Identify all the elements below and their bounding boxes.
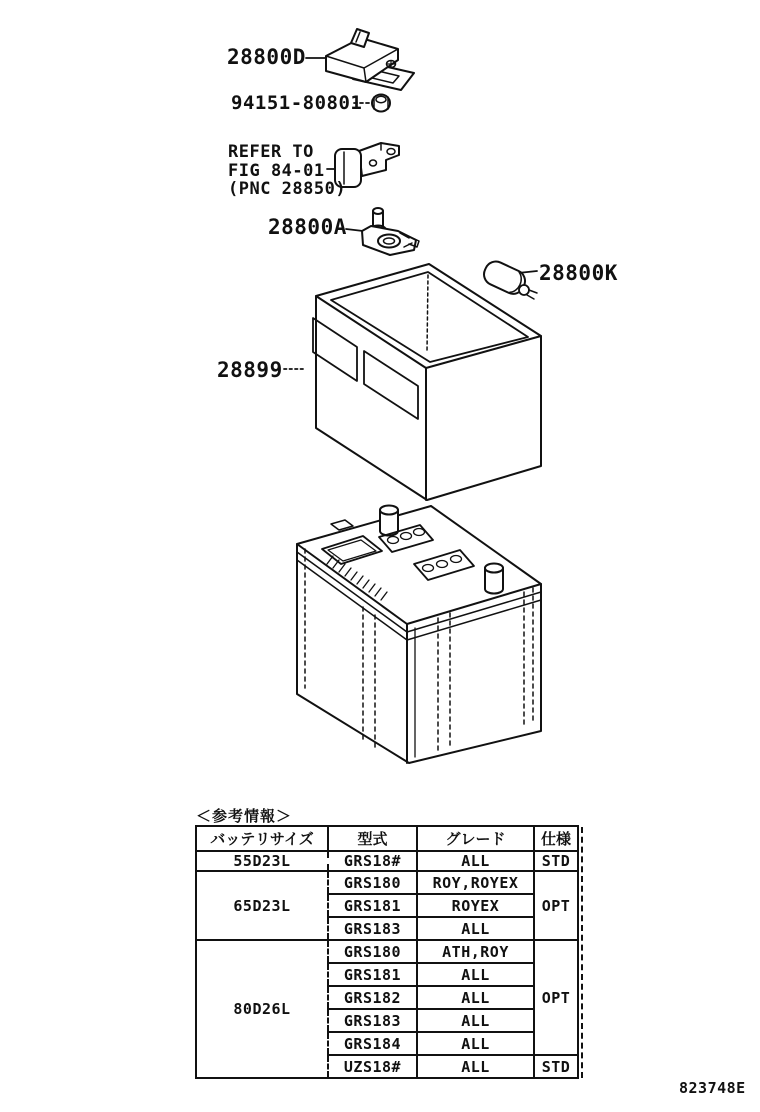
refer-note bbox=[228, 143, 346, 199]
model-cell: GRS184 bbox=[328, 1032, 417, 1055]
battery-size-cell: 80D26L bbox=[196, 940, 328, 1078]
spec-cell: OPT bbox=[534, 871, 578, 940]
part-label-28800a[interactable]: 28800A bbox=[268, 215, 347, 239]
model-cell: GRS18# bbox=[328, 851, 417, 871]
nut-drawing bbox=[372, 95, 390, 112]
battery-size-cell: 55D23L bbox=[196, 851, 328, 871]
grade-cell: ATH,ROY bbox=[417, 940, 534, 963]
model-cell: UZS18# bbox=[328, 1055, 417, 1078]
header-model: 型式 bbox=[328, 826, 417, 851]
grade-cell: ROY,ROYEX bbox=[417, 871, 534, 894]
table-right-ghost-border bbox=[581, 827, 583, 1078]
model-cell: GRS180 bbox=[328, 940, 417, 963]
header-spec: 仕様 bbox=[534, 826, 578, 851]
refer-note-line2: FIG 84-01 bbox=[228, 160, 325, 181]
model-cell: GRS180 bbox=[328, 871, 417, 894]
grade-cell: ALL bbox=[417, 917, 534, 940]
battery-drawing bbox=[297, 506, 541, 764]
model-cell: GRS181 bbox=[328, 894, 417, 917]
terminal-leader-line bbox=[346, 229, 363, 231]
battery-clamp-drawing bbox=[326, 29, 414, 90]
battery-size-cell: 65D23L bbox=[196, 871, 328, 940]
grade-cell: ALL bbox=[417, 1009, 534, 1032]
header-battery-size: バッテリサイズ bbox=[196, 826, 328, 851]
part-label-28800k[interactable]: 28800K bbox=[539, 261, 618, 285]
refer-note-line3: (PNC 28850) bbox=[228, 179, 347, 199]
grade-cell: ALL bbox=[417, 1055, 534, 1078]
model-cell: GRS183 bbox=[328, 917, 417, 940]
table-row bbox=[196, 940, 578, 963]
reference-table bbox=[195, 825, 579, 1079]
model-cell: GRS181 bbox=[328, 963, 417, 986]
reference-caption: ＜参考情報＞ bbox=[196, 807, 293, 825]
model-cell: GRS182 bbox=[328, 986, 417, 1009]
battery-terminal-drawing bbox=[362, 208, 419, 255]
figure-code: 823748E bbox=[679, 1079, 746, 1097]
terminal-cover-drawing bbox=[480, 258, 537, 299]
header-grade: グレード bbox=[417, 826, 534, 851]
part-label-28899[interactable]: 28899 bbox=[217, 358, 283, 382]
refer-note-line1: REFER TO bbox=[228, 142, 314, 162]
part-label-28800d[interactable]: 28800D bbox=[227, 45, 306, 69]
grade-cell: ALL bbox=[417, 963, 534, 986]
table-row bbox=[196, 851, 578, 871]
table-row bbox=[196, 871, 578, 894]
grade-cell: ROYEX bbox=[417, 894, 534, 917]
spec-cell: STD bbox=[534, 1055, 578, 1078]
spec-cell: STD bbox=[534, 851, 578, 871]
battery-box-drawing bbox=[313, 264, 541, 500]
grade-cell: ALL bbox=[417, 986, 534, 1009]
spec-cell: OPT bbox=[534, 940, 578, 1055]
table-header-row bbox=[196, 826, 578, 851]
part-label-94151-80801[interactable]: 94151-80801 bbox=[231, 92, 363, 114]
model-cell: GRS183 bbox=[328, 1009, 417, 1032]
grade-cell: ALL bbox=[417, 1032, 534, 1055]
grade-cell: ALL bbox=[417, 851, 534, 871]
